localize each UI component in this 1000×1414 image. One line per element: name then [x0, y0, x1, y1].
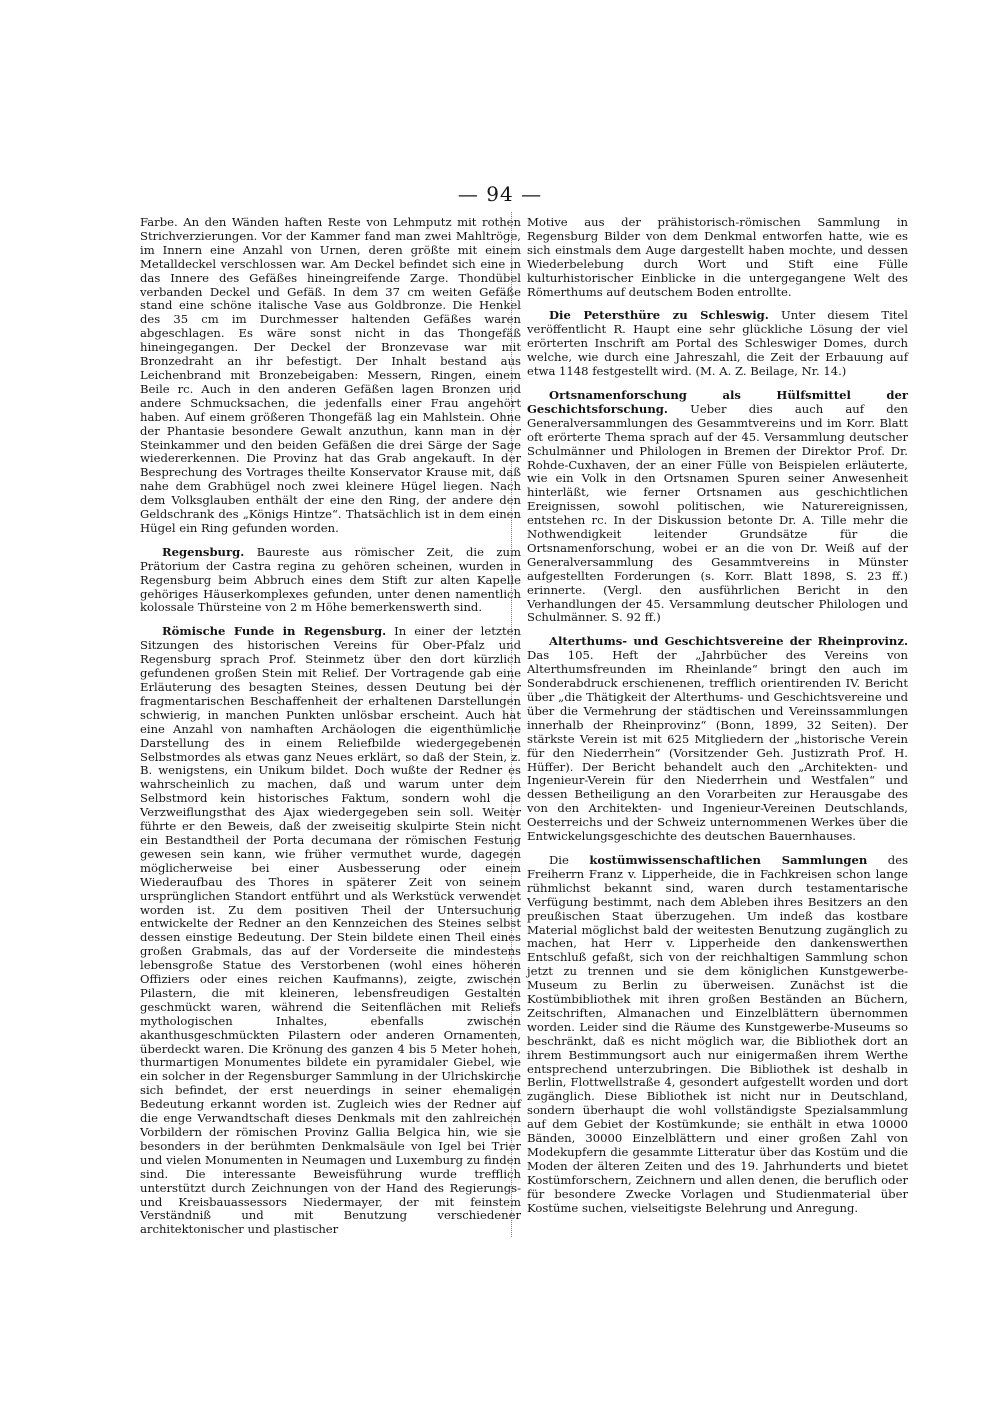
article-body: Das 105. Heft der „Jahrbücher des Vereins von Alterthumsfreunden im Rheinlande“ bringt den auch im Sonderabdruck erschienenen, trefflich orientirenden IV. Bericht über „die Thätigkeit der Alterthums- und Geschichtsvereine und über die Vermehrung der städtischen und Vereinssammlungen innerhalb der Rheinprovinz“ (Bonn, 1899, 32 Seiten). Der stärkste Verein ist mit 625 Mitgliedern der „historische Verein für den Niederrhein“ (Vorsitzender Geh. Justizrath Prof. H. Hüffer). Der Bericht behandelt auch den „Architekten- und Ingenieur-Verein für den Niederrhein und Westfalen“ und dessen Betheiligung an den Vorarbeiten zur Herausgabe des von den Architekten- und Ingenieur-Vereinen Deutschlands, Oesterreichs und der Schweiz unternommenen Werkes über die Entwickelungsgeschichte des deutschen Bauernhauses.	[527, 648, 908, 844]
article-heading: Ortsnamenforschung als Hülfsmittel der Geschichtsforschung.	[527, 387, 908, 416]
article-body: Ueber dies auch auf den Generalversammlungen des Gesammtvereins und im Korr. Blatt oft erörterte Thema sprach auf der 45. Versammlung deutscher Schulmänner und Philologen in Bremen der Direktor Prof. Dr. Rohde-Cuxhaven, der an einer Fülle von Beispielen erläuterte, wie ein Volk in den Ortsnamen Spuren seiner Anwesenheit hinterläßt, wie ferner Ortsnamen aus geschichtlichen Ereignissen, sowohl politischen, wie Naturereignissen, entstehen rc. In der Diskussion betonte Dr. A. Tille mehr die Nothwendigkeit leitender Grundsätze für die Ortsnamenforschung, wobei er an die von Dr. Weiß auf der Generalversammlung des Gesammtvereins in Münster aufgestellten Forderungen (s. Korr. Blatt 1898, S. 23 ff.) erinnerte. (Vergl. den ausführlichen Bericht in den Verhandlungen der 45. Versammlung deutscher Philologen und Schulmänner. S. 92 ff.)	[527, 401, 908, 625]
article-ortsnamen	[527, 389, 908, 625]
page-number: — 94 —	[457, 182, 543, 206]
continuation-paragraph: Farbe. An den Wänden haften Reste von Lehmputz mit rothen Strichverzierungen. Vor der Kammer fand man zwei Mahltröge, im Innern eine Anzahl von Urnen, deren größte mit einem Metalldeckel verschlossen war. Am Deckel befindet sich eine in das Innere des Gefäßes hineingreifende Zarge. Thondübel verbanden Deckel und Gefäß. In dem 37 cm weiten Gefäße stand eine schöne italische Vase aus Goldbronze. Die Henkel des 35 cm im Durchmesser haltenden Gefäßes waren abgeschlagen. Es wäre sonst nicht in das Thongefäß hineingegangen. Der Deckel der Bronzevase war mit Bronzedraht an ihr befestigt. Der Inhalt bestand aus Leichenbrand mit Bronzebeigaben: Messern, Ringen, einem Beile rc. Auch in den anderen Gefäßen lagen Bronzen und andere Schmucksachen, die jedenfalls einer Frau angehört haben. Auf einem größeren Thongefäß lag ein Mahlstein. Ohne der Phantasie besondere Gewalt anzuthun, kann man in der Steinkammer und den beiden Gefäßen die drei Särge der Sage wiedererkennen. Die Provinz hat das Grab angekauft. In der Besprechung des Vortrages theilte Konservator Krause mit, daß nahe dem Grabhügel noch zwei kleinere Hügel liegen. Nach dem Volksglauben enthält der eine den Ring, der andere den Geldschrank des „Königs Hintze“. Thatsächlich ist in dem einen Hügel ein Ring gefunden worden.	[140, 215, 521, 535]
article-heading: Regensburg.	[162, 544, 245, 559]
article-body: des Freiherrn Franz v. Lipperheide, die in Fachkreisen schon lange rühmlichst bekannt sind, waren durch testamentarische Verfügung bestimmt, nach dem Ableben ihres Besitzers an den preußischen Staat überzugehen. Um indeß das kostbare Material möglichst bald der weitesten Benutzung zugänglich zu machen, hat Herr v. Lipperheide den dankenswerthen Entschluß gefaßt, sich von der reichhaltigen Sammlung schon jetzt zu trennen und sie dem königlichen Kunstgewerbe-Museum zu Berlin zu überweisen. Zunächst ist die Kostümbibliothek mit ihren großen Beständen an Büchern, Zeitschriften, Almanachen und Einzelblättern übernommen worden. Leider sind die Räume des Kunstgewerbe-Museums so beschränkt, daß es nicht möglich war, die Bibliothek dort an ihrem Bestimmungsort auch nur einigermaßen ihrem Werthe entsprechend unterzubringen. Die Bibliothek ist deshalb in Berlin, Flottwellstraße 4, gesondert aufgestellt worden und dort zugänglich. Diese Bibliothek ist nicht nur in Deutschland, sondern überhaupt die wohl vollständigste Spezialsammlung auf dem Gebiet der Kostümkunde; sie enthält in etwa 10000 Bänden, 30000 Einzelblättern und einer großen Zahl von Modekupfern die gesammte Litteratur über das Kostüm und die Moden der älteren Zeiten und des 19. Jahrhunderts und bietet Kostümforschern, Zeichnern und allen denen, die beruflich oder für besondere Zwecke Vorlagen und Studienmaterial über Kostüme suchen, vielseitigste Belehrung und Anregung.	[527, 852, 909, 1215]
article-alterthumsvereine	[527, 635, 908, 844]
right-column	[527, 216, 908, 1216]
article-regensburg	[140, 546, 521, 616]
article-petersthuere	[527, 309, 908, 379]
continuation-paragraph: Motive aus der prähistorisch-römischen Sammlung in Regensburg Bilder von dem Denkmal entworfen hatte, wie es sich einstmals dem Auge dargestellt haben mochte, und dessen Wiederbelebung durch Wort und Stift eine Fülle kulturhistorischer Einblicke in die untergegangene Welt des Römerthums auf deutschem Boden entrollte.	[527, 215, 908, 299]
article-body: Baureste aus römischer Zeit, die zum Prätorium der Castra regina zu gehören scheinen, wurden in Regensburg beim Abbruch eines dem Stift zur alten Kapelle gehöriges Häuserkomplexes gefunden, unter denen namentlich kolossale Thürsteine von 2 m Höhe bemerkenswerth sind.	[140, 544, 522, 615]
article-lead: Die	[549, 852, 569, 867]
article-heading: Die Petersthüre zu Schleswig.	[549, 308, 769, 323]
article-heading: kostümwissenschaftlichen Sammlungen	[589, 852, 868, 867]
left-column	[140, 216, 521, 1237]
article-body: In einer der letzten Sitzungen des historischen Vereins für Ober-Pfalz und Regensburg sprach Prof. Steinmetz über den dort kürzlich gefundenen großen Stein mit Relief. Der Vortragende gab eine Erläuterung des besagten Steines, dessen Deutung bei der fragmentarischen Beschaffenheit der erhaltenen Darstellungen schwierig, in manchen Punkten unlösbar erscheint. Auch hat eine Anzahl von namhaften Archäologen die eigenthümliche Darstellung des in einem Reliefbilde wiedergegebenen Selbstmordes als etwas ganz Neues erklärt, so daß der Stein, z. B. wenigstens, ein Unikum bildet. Doch wußte der Redner es wahrscheinlich zu machen, daß und warum unter dem Selbstmord kein historisches Faktum, sondern wohl die Verzweiflungsthat des Ajax wiedergegeben sein soll. Weiter führte er den Beweis, daß der zweiseitig skulpirte Stein nicht ein Bestandtheil der Porta decumana der römischen Festung gewesen sein kann, wie früher vermuthet wurde, dagegen möglicherweise bei einer Ausbesserung oder einem Wiederaufbau des Thores in späterer Zeit von seinem ursprünglichen Standort entführt und als Werkstück verwendet worden ist. Zu dem positiven Theil der Untersuchung entwickelte der Redner an den Kennzeichen des Steines selbst dessen einstige Bedeutung. Der Stein bildete einen Theil eines großen Grabmals, das auf der Vorderseite die mindestens lebensgroße Statue des Verstorbenen (wohl eines höheren Offiziers oder eines reichen Kaufmanns), zeigte, zwischen Pilastern, die mit kleineren, lebensfreudigen Gestalten geschmückt waren, während die Seitenflächen mit Reliefs mythologischen Inhaltes, ebenfalls zwischen akanthusgeschmückten Pilastern oder anderen Ornamenten, überdeckt waren. Die Krönung des ganzen 4 bis 5 Meter hohen, thurmartigen Monumentes bildete ein pyramidaler Giebel, wie ein solcher in der Regensburger Sammlung in der Ulrichskirche sich befindet, der erst neuerdings in seiner ehemaligen Bedeutung erkannt worden ist. Zugleich wies der Redner auf die enge Verwandtschaft dieses Denkmals mit den zahlreichen Vorbildern der römischen Provinz Gallia Belgica hin, wie sie besonders in der berühmten Denkmalsäule von Igel bei Trier und vielen Monumenten in Neumagen und Luxemburg zu finden sind. Die interessante Beweisführung wurde trefflich unterstützt durch Zeichnungen von der Hand des Regierungs- und Kreisbauassessors Niedermayer, der mit feinstem Verständniß und mit Benutzung verschiedener architektonischer und plastischer	[140, 624, 521, 1237]
article-heading: Römische Funde in Regensburg.	[162, 624, 387, 639]
article-heading: Alterthums- und Geschichtsvereine der Rheinprovinz.	[549, 634, 908, 649]
article-roemische-funde	[140, 625, 521, 1237]
column-divider	[511, 212, 513, 1237]
article-kostuem	[527, 854, 908, 1216]
article-body: Unter diesem Titel veröffentlicht R. Haupt eine sehr glückliche Lösung der viel erörterten Inschrift am Portal des Schleswiger Domes, durch welche, wie durch eine Jahreszahl, die Zeit der Erbauung auf etwa 1148 festgestellt wird. (M. A. Z. Beilage, Nr. 14.)	[527, 308, 909, 379]
